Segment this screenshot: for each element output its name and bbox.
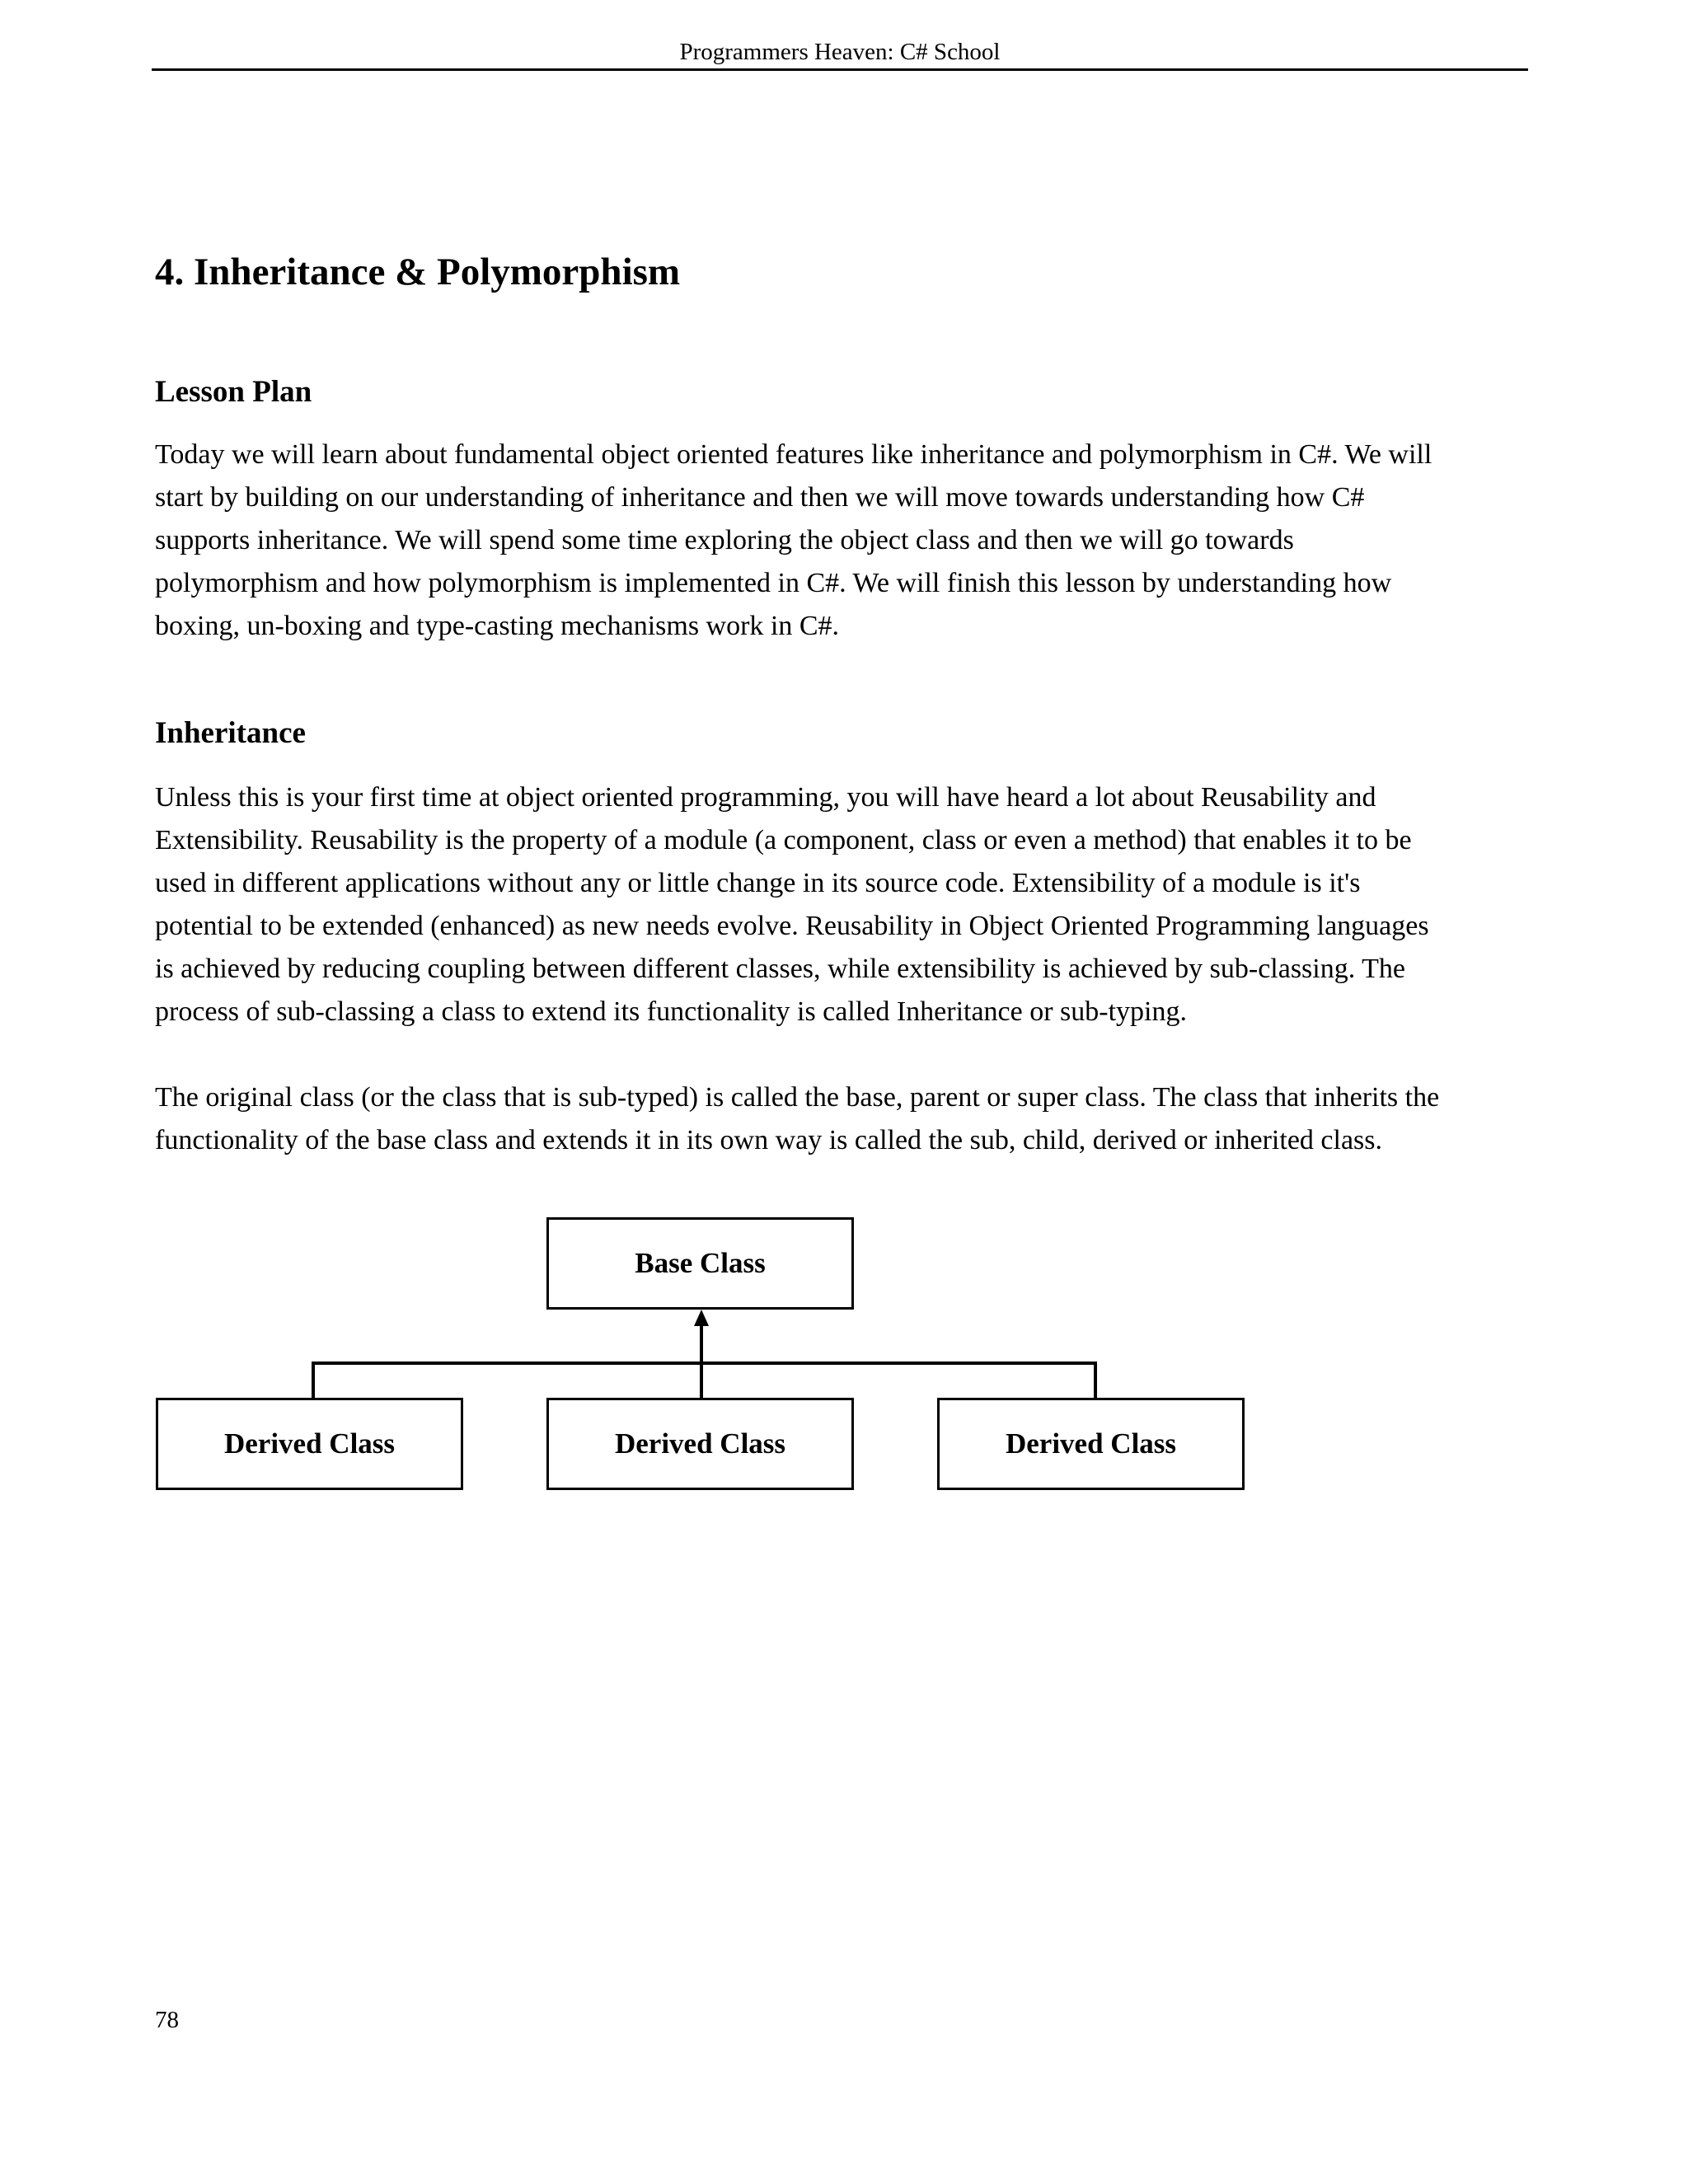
page-number: 78: [155, 2007, 179, 2033]
derived-class-box-center: Derived Class: [546, 1398, 854, 1490]
paragraph-line: boxing, un-boxing and type-casting mechanisms work in C#.: [155, 611, 840, 641]
paragraph-line: used in different applications without any or little change in its source code. Extensibility of a module is it's: [155, 868, 1361, 898]
inheritance-paragraph-1: [155, 776, 1531, 1033]
base-class-box: Base Class: [546, 1217, 854, 1310]
header-rule: [152, 68, 1528, 71]
paragraph-line: functionality of the base class and extends it in its own way is called the sub, child, derived or inherited class.: [155, 1125, 1383, 1155]
lesson-plan-heading: Lesson Plan: [155, 375, 312, 409]
paragraph-line: polymorphism and how polymorphism is implemented in C#. We will finish this lesson by understanding how: [155, 568, 1392, 598]
running-header: Programmers Heaven: C# School: [679, 39, 1001, 65]
paragraph-line: Unless this is your first time at object oriented programming, you will have heard a lot about Reusability and: [155, 782, 1376, 813]
paragraph-line: Today we will learn about fundamental object oriented features like inheritance and polymorphism in C#. We will: [155, 439, 1432, 470]
paragraph-line: The original class (or the class that is sub-typed) is called the base, parent or super class. The class that inherits the: [155, 1082, 1440, 1113]
chapter-title: 4. Inheritance & Polymorphism: [155, 251, 681, 293]
paragraph-line: potential to be extended (enhanced) as new needs evolve. Reusability in Object Oriented Programming languages: [155, 911, 1429, 941]
connector-vertical-left: [312, 1361, 315, 1399]
paragraph-line: process of sub-classing a class to extend its functionality is called Inheritance or sub-typing.: [155, 996, 1188, 1027]
paragraph-line: start by building on our understanding of inheritance and then we will move towards understanding how C#: [155, 482, 1365, 513]
connector-horizontal: [312, 1361, 1097, 1365]
connector-vertical-right: [1094, 1361, 1097, 1399]
derived-class-box-left: Derived Class: [156, 1398, 463, 1490]
derived-class-box-right: Derived Class: [937, 1398, 1245, 1490]
inheritance-paragraph-2: [155, 1076, 1531, 1162]
lesson-plan-paragraph: [155, 434, 1531, 648]
paragraph-line: supports inheritance. We will spend some time exploring the object class and then we will go towards: [155, 525, 1294, 555]
inheritance-heading: Inheritance: [155, 716, 306, 750]
inheritance-arrowhead: [694, 1310, 709, 1326]
paragraph-line: is achieved by reducing coupling between different classes, while extensibility is achieved by sub-classing. The: [155, 954, 1405, 984]
paragraph-line: Extensibility. Reusability is the property of a module (a component, class or even a method) that enables it to be: [155, 825, 1412, 855]
